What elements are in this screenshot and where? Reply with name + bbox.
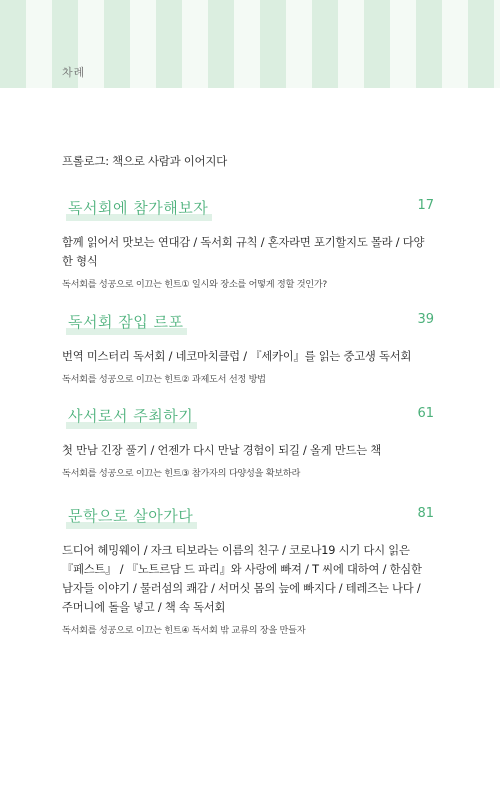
chapter-title: 문학으로 살아가다 [66,505,197,529]
toc-chapter-1 [62,197,434,290]
toc-chapter-4 [62,505,434,636]
chapter-section-list: 함께 읽어서 맛보는 연대감 / 독서회 규칙 / 혼자라면 포기할지도 몰라 / 다양한 형식 [62,236,425,268]
chapter-tip: 독서회를 성공으로 이끄는 힌트④ 독서회 밖 교류의 장을 만들자 [62,625,306,636]
chapter-section-list: 번역 미스터리 독서회 / 네코마치클럽 / 『세카이』를 읽는 중고생 독서회 [62,350,412,363]
toc-entry-prologue: 프롤로그: 책으로 사람과 이어지다 [62,154,227,168]
toc-chapter-3 [62,405,434,479]
chapter-page-number: 81 [417,506,434,521]
chapter-tip: 독서회를 성공으로 이끄는 힌트② 과제도서 선정 방법 [62,374,266,385]
chapter-page-number: 17 [417,198,434,213]
chapter-section-list: 드디어 헤밍웨이 / 자크 티보라는 이름의 친구 / 코로나19 시기 다시 읽은 『페스트』 / 『노트르담 드 파리』와 사랑에 빠져 / T 씨에 대하여 / 한심한 남자들 이야기 / 물러섬의 쾌감 / 서머싯 몸의 늪에 빠지다 / 테레즈는 나다 / 주머니에 돌을 넣고 / 책 속 독서회 [62,544,422,614]
chapter-page-number: 61 [417,406,434,421]
chapter-title: 독서회에 참가해보자 [66,197,212,221]
chapter-title: 사서로서 주최하기 [66,405,197,429]
chapter-title: 독서회 잠입 르포 [66,311,187,335]
chapter-section-list: 첫 만남 긴장 풀기 / 언젠가 다시 만날 경험이 되길 / 올게 만드는 책 [62,444,382,457]
chapter-tip: 독서회를 성공으로 이끄는 힌트① 일시와 장소를 어떻게 정할 것인가? [62,279,328,290]
toc-header-label: 차례 [62,66,86,79]
chapter-page-number: 39 [417,312,434,327]
toc-chapter-2 [62,311,434,385]
chapter-tip: 독서회를 성공으로 이끄는 힌트③ 참가자의 다양성을 확보하라 [62,468,301,479]
